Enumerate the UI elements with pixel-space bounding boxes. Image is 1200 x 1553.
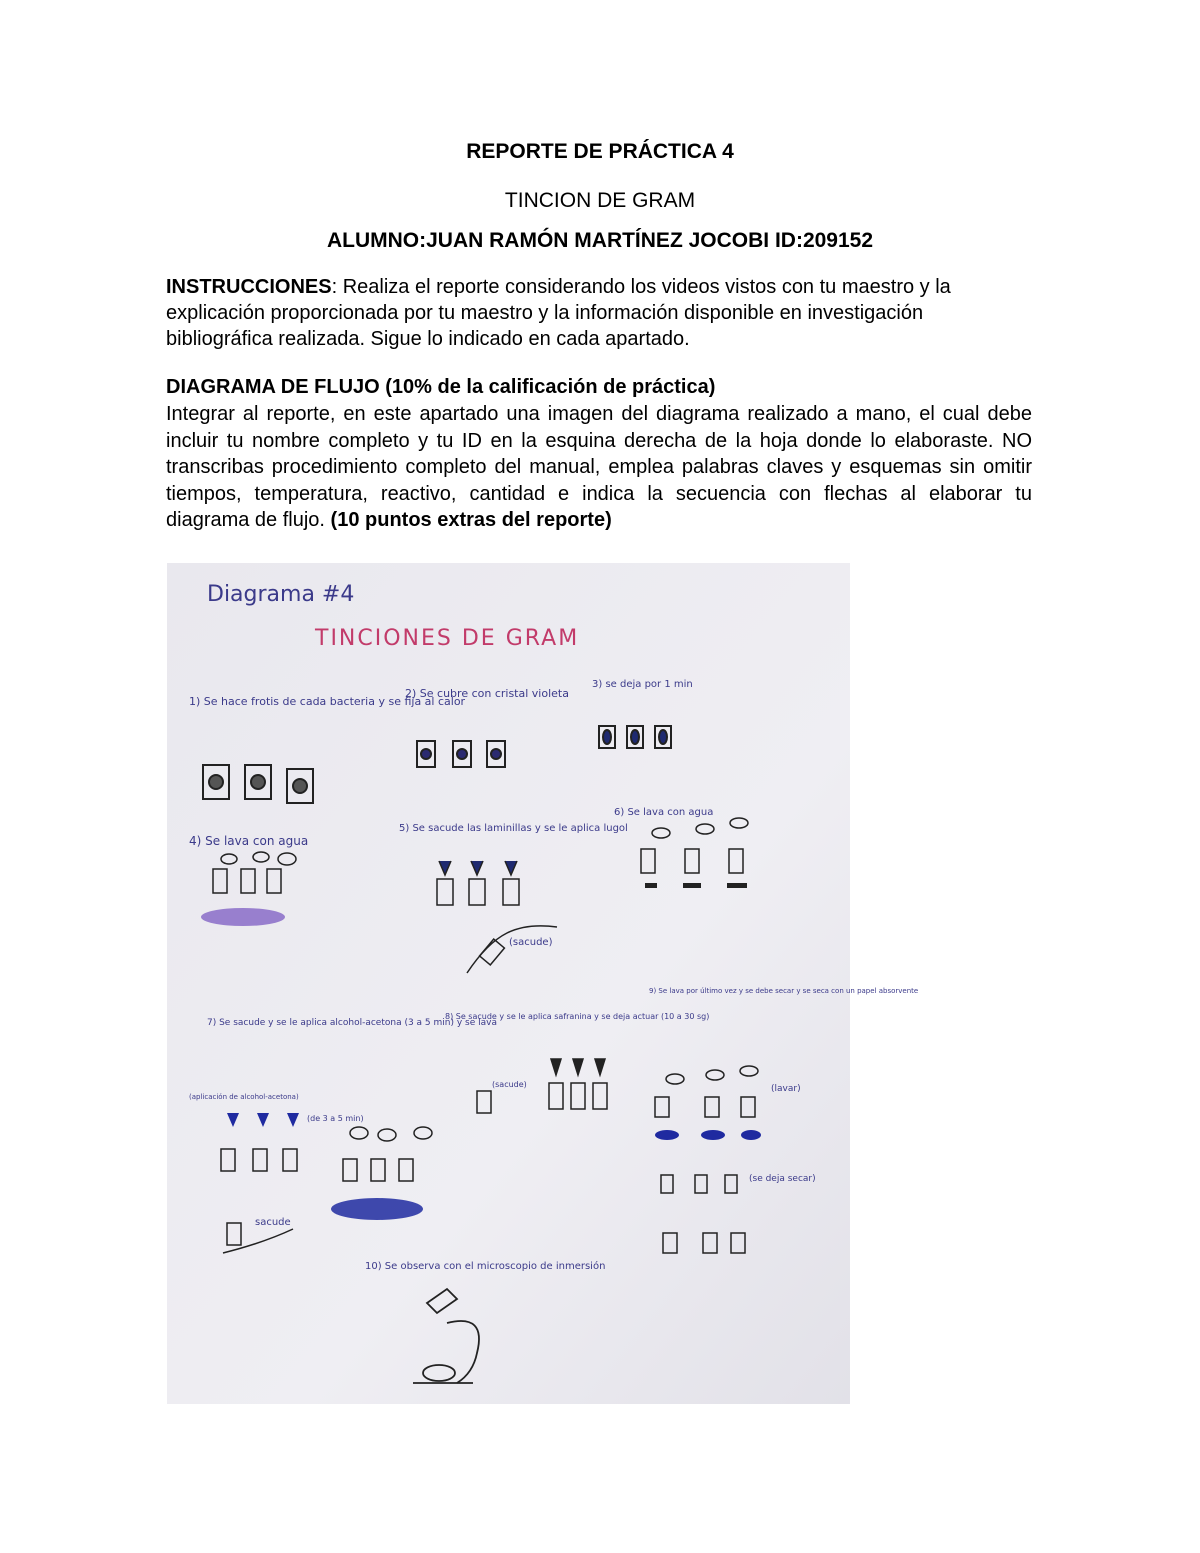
step-1-text: 1) Se hace frotis de cada bacteria y se fija al calor [189, 695, 466, 708]
instructions-text: : Realiza el reporte considerando los videos vistos con tu maestro y la explicación proporcionada por tu maestro y la información disponible en investigación bibliográfica realizada. Sigue lo indicado en cada apartado. [166, 276, 951, 350]
step-7-note: (aplicación de alcohol-acetona) [189, 1093, 299, 1101]
flow-body [166, 401, 1032, 534]
step-2-text: 2) Se cubre con cristal violeta [405, 687, 569, 700]
sacude-label-3: (sacude) [492, 1080, 527, 1089]
sacude-label-2: sacude [255, 1217, 291, 1228]
flow-extra-points: (10 puntos extras del reporte) [330, 509, 612, 531]
report-title: REPORTE DE PRÁCTICA 4 [466, 140, 734, 163]
step-7-text: 7) Se sacude y se le aplica alcohol-acetona (3 a 5 min) y se lava [207, 1018, 497, 1028]
instructions-paragraph [166, 274, 1032, 352]
step-8-text: 8) Se sacude y se le aplica safranina y se deja actuar (10 a 30 sg) [445, 1012, 710, 1021]
step-10-text: 10) Se observa con el microscopio de inmersión [365, 1261, 606, 1272]
student-line: ALUMNO:JUAN RAMÓN MARTÍNEZ JOCOBI ID:209152 [326, 229, 874, 252]
step-3-text: 3) se deja por 1 min [592, 679, 693, 690]
secar-label: (se deja secar) [749, 1174, 816, 1184]
diagram-title: TINCIONES DE GRAM [315, 626, 580, 651]
step-9-text: 9) Se lava por último vez y se debe secar y se seca con un papel absorvente [649, 987, 919, 995]
step-5-text: 5) Se sacude las laminillas y se le aplica lugol [399, 823, 628, 834]
flow-body-text: Integrar al reporte, en este apartado una imagen del diagrama realizado a mano, el cual debe incluir tu nombre completo y tu ID en la esquina derecha de la hoja donde lo elaboraste. NO transcribas procedimiento completo del manual, emplea palabras claves y esquemas sin omitir tiempos, temperatura, reactivo, cantidad e indica la secuencia con flechas al elaborar tu diagrama de flujo. [166, 403, 1032, 531]
step-7-time: (de 3 a 5 min) [307, 1114, 364, 1123]
diagram-photo [167, 563, 919, 1404]
lavar-label: (lavar) [771, 1084, 801, 1094]
step-4-text: 4) Se lava con agua [189, 834, 309, 848]
sacude-label-1: (sacude) [509, 937, 553, 948]
diagram-heading: Diagrama #4 [207, 582, 355, 607]
flow-heading: DIAGRAMA DE FLUJO (10% de la calificación de práctica) [166, 376, 716, 398]
report-subtitle: TINCION DE GRAM [504, 189, 696, 212]
instructions-label: INSTRUCCIONES [166, 276, 332, 298]
step-6-text: 6) Se lava con agua [614, 807, 714, 818]
